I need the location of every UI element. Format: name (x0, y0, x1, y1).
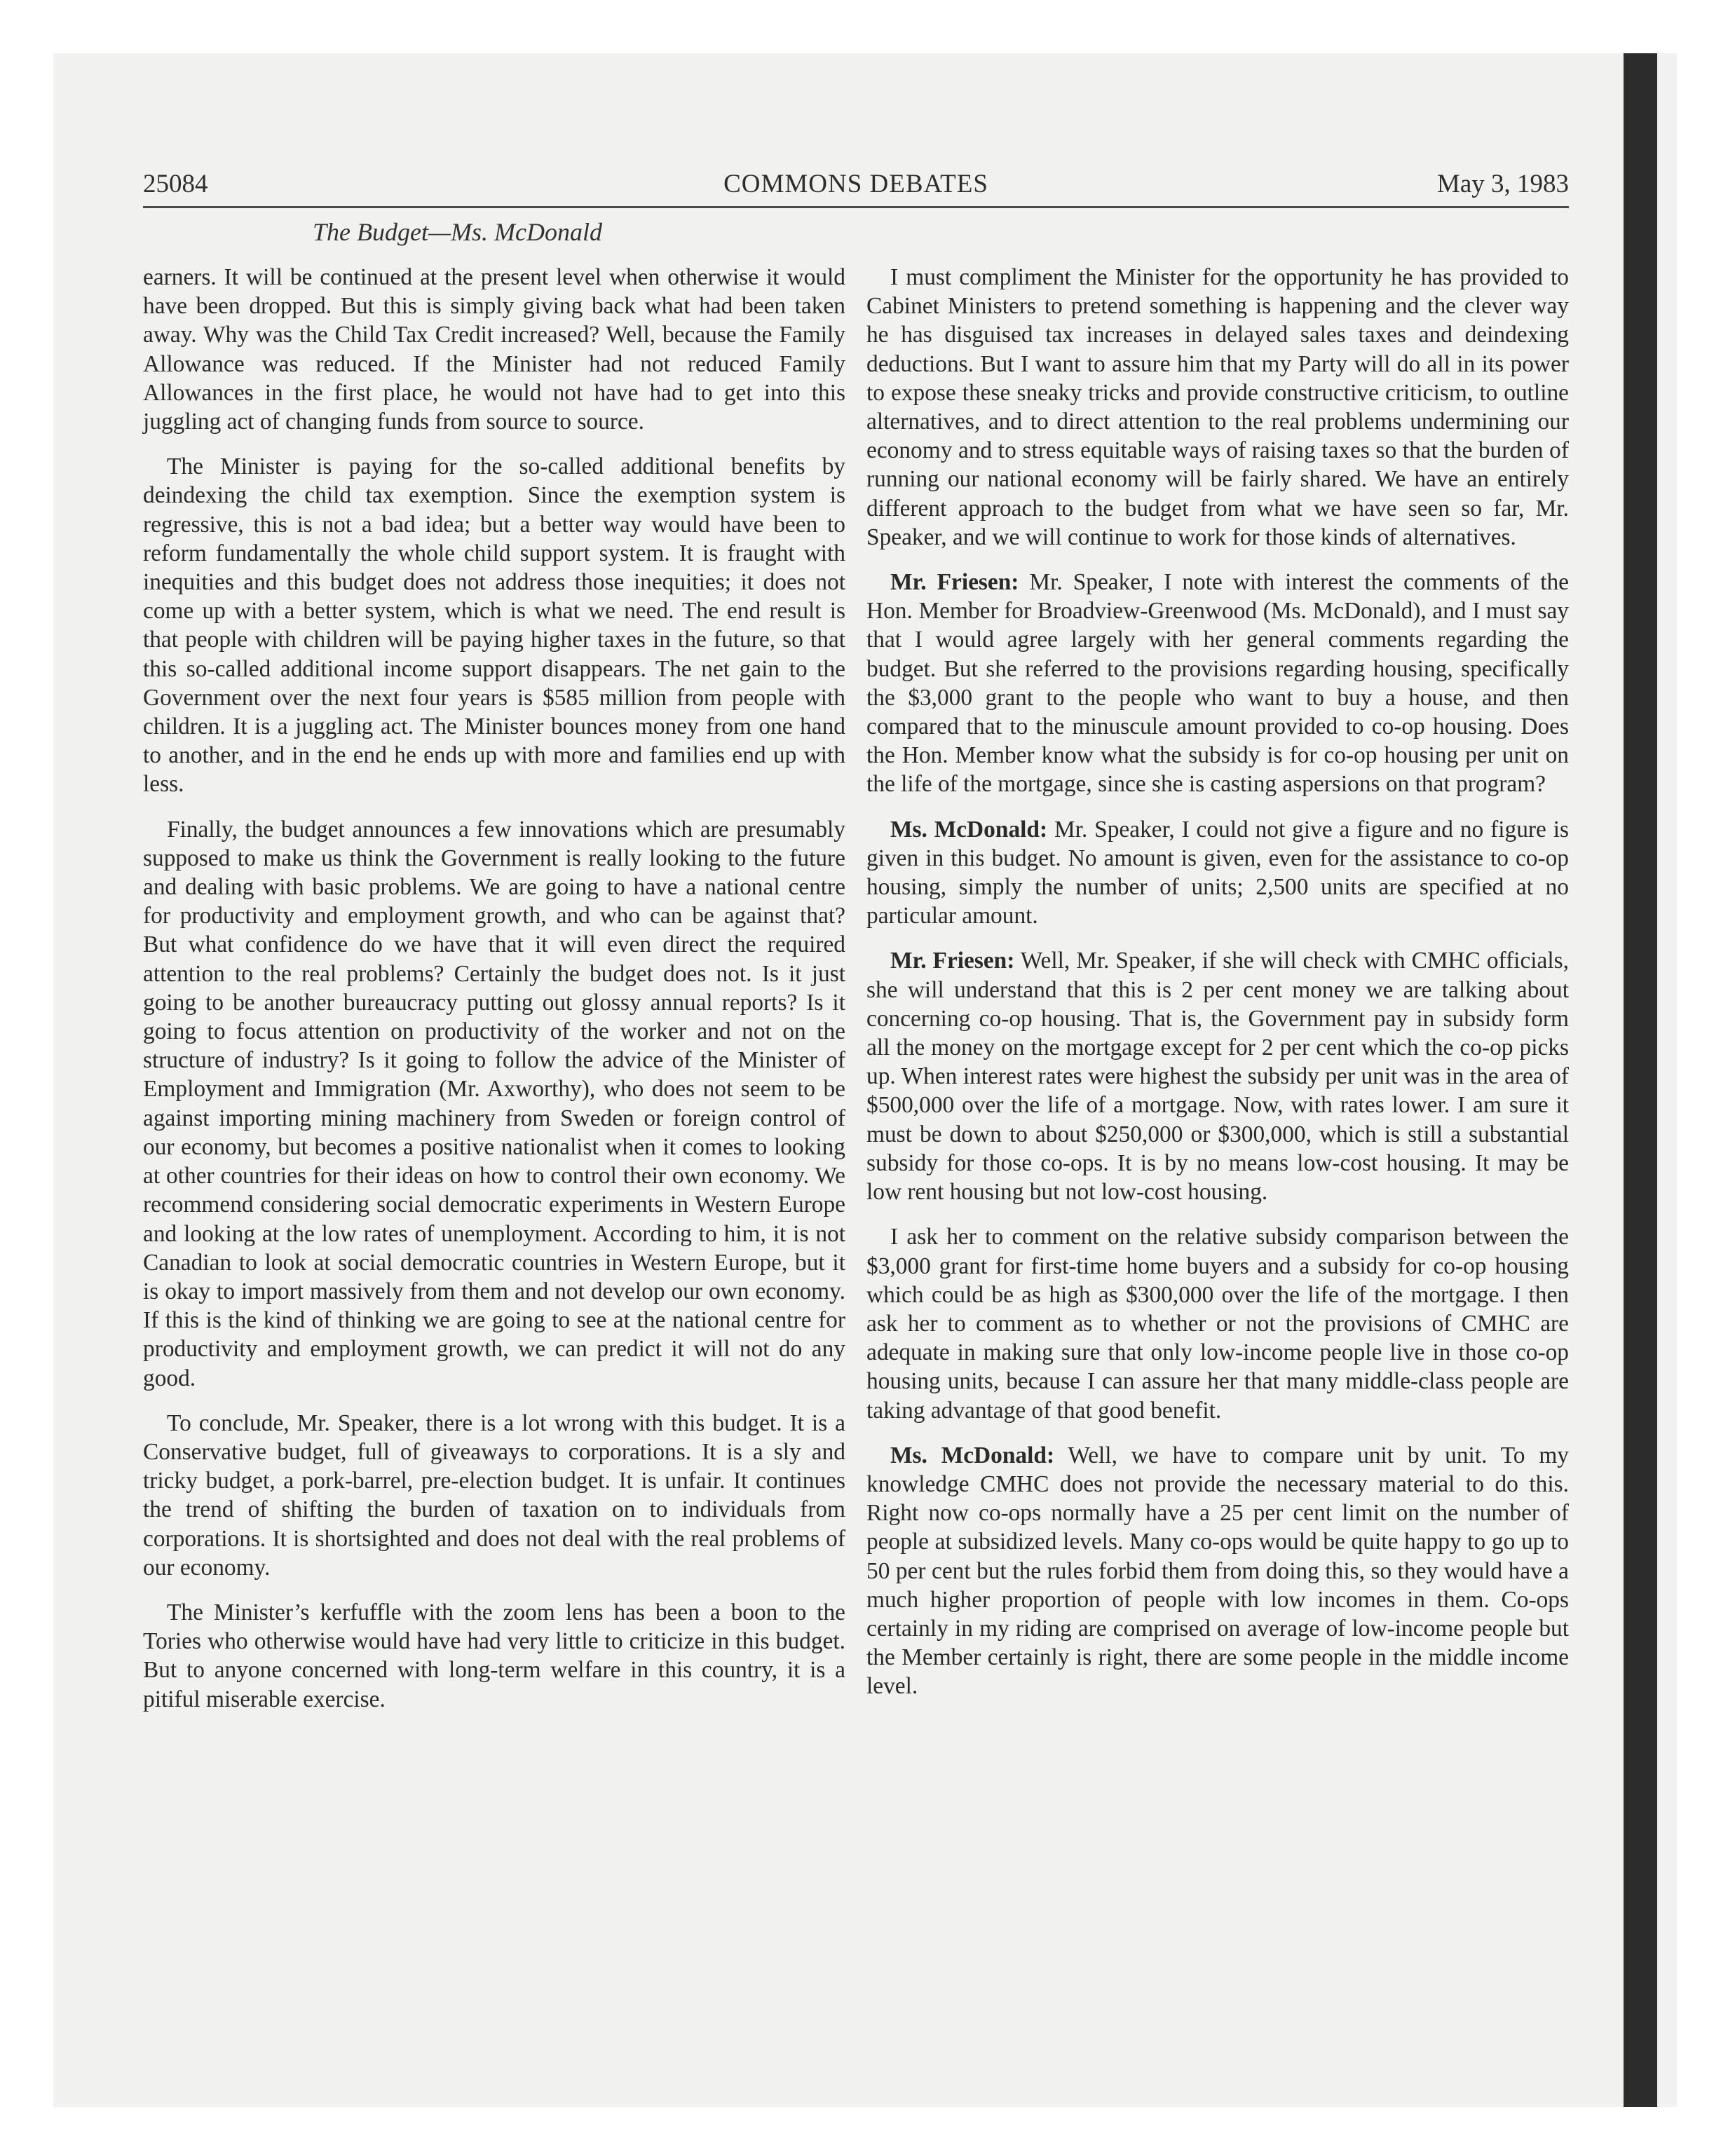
speaker-name: Ms. McDonald: (890, 816, 1048, 842)
paragraph-text: The Minister is paying for the so-called additional benefits by deindexing the child tax exemption. Since the exemption system is regressive, this is not a bad idea; but a better way would have been to reform fundamentally the whole child support system. It is fraught with inequities and this budget does not address those inequities; it does not come up with a better system, which is what we need. The end result is that people with children will be paying higher taxes in the future, so that this so-called additional income support disappears. The net gain to the Government over the next four years is $585 million from people with children. It is a juggling act. The Minister bounces money from one hand to another, and in the end he ends up with more and families end up with less. (143, 453, 845, 798)
paragraph (866, 815, 1569, 931)
speaker-name: Mr. Friesen: (890, 569, 1019, 596)
paragraph-text: I must compliment the Minister for the opportunity he has provided to Cabinet Ministers to pretend something is happening and the clever way he has disguised tax increases in delayed sales taxes and deindexing deductions. But I want to assure him that my Party will do all in its power to expose these sneaky tricks and provide constructive criticism, to outline alternatives, and to direct attention to the real problems undermining our economy and to stress equitable ways of raising taxes so that the burden of running our national economy will be fairly shared. We have an entirely different approach to the budget from what we have seen so far, Mr. Speaker, and we will continue to work for those kinds of alternatives. (866, 264, 1569, 550)
paragraph-text: To conclude, Mr. Speaker, there is a lot wrong with this budget. It is a Conservative budget, full of giveaways to corporations. It is a sly and tricky budget, a pork-barrel, pre-election budget. It is unfair. It continues the trend of shifting the burden of taxation on to individuals from corporations. It is shortsighted and does not deal with the real problems of our economy. (143, 1410, 845, 1581)
journal-title: COMMONS DEBATES (723, 170, 988, 198)
paragraph-text: Finally, the budget announces a few innovations which are presumably supposed to make us think the Government is really looking to the future and dealing with basic problems. We are going to have a national centre for productivity and employment growth, and who can be against that? But what confidence do we have that it will even direct the required attention to the real problems? Certainly the budget does not. Is it just going to be another bureaucracy putting out glossy annual reports? Is it going to focus attention on productivity of the worker and not on the structure of industry? Is it going to follow the advice of the Minister of Employment and Immigration (Mr. Axworthy), who does not seem to be against importing mining machinery from Sweden or foreign control of our economy, but becomes a positive nationalist when it comes to looking at other countries for their ideas on how to control their own economy. We recommend considering social democratic experiments in Western Europe and looking at the low rates of unemployment. According to him, it is not Canadian to look at social democratic countries in Western Europe, but it is okay to import massively from them and not develop our own economy. If this is the kind of thinking we are going to see at the national centre for productivity and employment growth, we can predict it will not do any good. (143, 816, 845, 1391)
paragraph-text: earners. It will be continued at the present level when otherwise it would have been dropped. But this is simply giving back what had been taken away. Why was the Child Tax Credit increased? Well, because the Family Allowance was reduced. If the Minister had not reduced Family Allowances in the first place, he would not have had to get into this juggling act of changing funds from source to source. (143, 264, 845, 435)
paragraph (143, 1598, 845, 1714)
paragraph-text: The Minister’s kerfuffle with the zoom lens has been a boon to the Tories who otherwise would have had very little to criticize in this budget. But to anyone concerned with long-term welfare in this country, it is a pitiful miserable exercise. (143, 1599, 845, 1712)
paragraph-text: Well, we have to compare unit by unit. To my knowledge CMHC does not provide the necessary material to do this. Right now co-ops normally have a 25 per cent limit on the number of people at subsidized levels. Many co-ops would be quite happy to go up to 50 per cent but the rules forbid them from doing this, so they would have a much higher proportion of people with low incomes in them. Co-ops certainly in my riding are comprised on average of low-income people but the Member certainly is right, there are some people in the middle income level. (866, 1442, 1569, 1700)
paragraph (866, 568, 1569, 799)
paragraph (866, 263, 1569, 552)
page-number: 25084 (143, 170, 208, 198)
paragraph (866, 1222, 1569, 1424)
paragraph (866, 1441, 1569, 1701)
paragraph (143, 452, 845, 798)
paragraph (143, 1409, 845, 1582)
speaker-name: Ms. McDonald: (890, 1442, 1055, 1468)
page-header (143, 163, 1569, 208)
paragraph (143, 263, 845, 436)
paragraph-text: I ask her to comment on the relative subsidy comparison between the $3,000 grant for first-time home buyers and a subsidy for co-op housing which could be as high as $300,000 over the life of the mortgage. I then ask her to comment as to whether or not the provisions of CMHC are adequate in making sure that only low-income people live in those co-op housing units, because I can assure her that many middle-class people are taking advantage of that good benefit. (866, 1224, 1569, 1424)
paragraph-text: Mr. Speaker, I could not give a figure and no figure is given in this budget. No amount is given, even for the assistance to co-op housing, simply the number of units; 2,500 units are specified at no particular amount. (866, 816, 1569, 929)
paragraph-text: Well, Mr. Speaker, if she will check with CMHC officials, she will understand that this is 2 per cent money we are talking about concerning co-op housing. That is, the Government pay in subsidy form all the money on the mortgage except for 2 per cent which the co-op picks up. When interest rates were highest the subsidy per unit was in the area of $500,000 over the life of a mortgage. Now, with rates lower. I am sure it must be down to about $250,000 or $300,000, which is still a substantial subsidy for those co-ops. It is by no means low-cost housing. It may be low rent housing but not low-cost housing. (866, 948, 1569, 1206)
right-column (866, 263, 1569, 1717)
paragraph (866, 946, 1569, 1206)
page-date: May 3, 1983 (1436, 170, 1569, 198)
paragraph-text: Mr. Speaker, I note with interest the comments of the Hon. Member for Broadview-Greenwood (Ms. McDonald), and I must say that I would agree largely with her general comments regarding the budget. But she referred to the provisions regarding housing, specifically the $3,000 grant to the people who want to buy a house, and then compared that to the minuscule amount provided to co-op housing. Does the Hon. Member know what the subsidy is for co-op housing per unit on the life of the mortgage, since she is casting aspersions on that program? (866, 569, 1569, 798)
paragraph (143, 815, 845, 1393)
scan-edge-shadow (1624, 53, 1657, 2107)
running-title: The Budget—Ms. McDonald (313, 218, 602, 246)
speaker-name: Mr. Friesen: (890, 948, 1015, 974)
left-column (143, 263, 845, 1730)
